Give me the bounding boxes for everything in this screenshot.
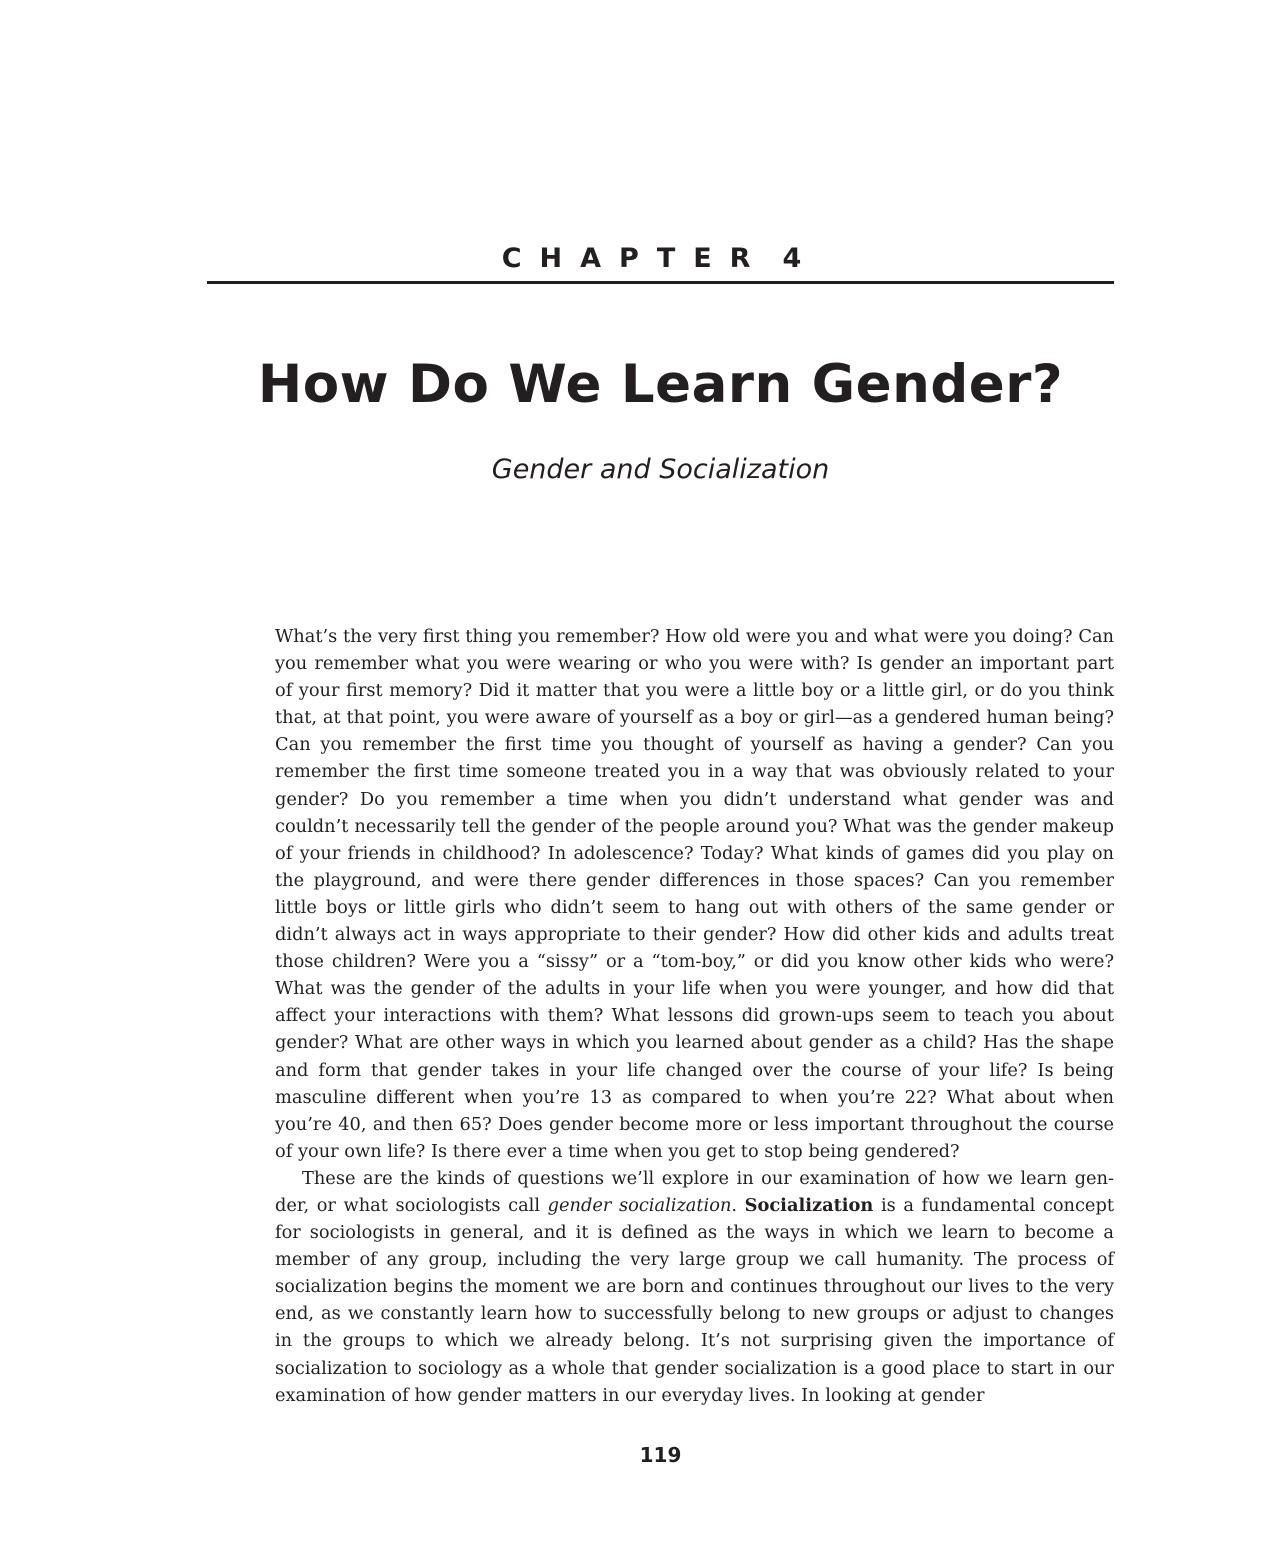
paragraph-2-mid: . xyxy=(731,1194,745,1216)
chapter-word: CHAPTER xyxy=(501,243,769,274)
paragraph-2-end: is a fundamental concept for sociologists in general, and it is defined as the ways in which we learn to become a member of any group, including the very large group we call humanity. The process of socialization begins the moment we are born and continues throughout our lives to the very end, as we constantly learn how to successfully belong to new groups or adjust to changes in the groups to which we already belong. It’s not surprising given the importance of socialization to sociology as a whole that gender socialization is a good place to start in our examination of how gender matters in our everyday lives. In looking at gender xyxy=(275,1194,1114,1406)
paragraph-2 xyxy=(275,1165,1114,1409)
chapter-rule xyxy=(207,281,1114,284)
paragraph-2-start: These are the kinds of questions we’ll explore in our examination of how we learn gen-der, or what sociologists call xyxy=(275,1167,1114,1216)
paragraph-1: What’s the very first thing you remember? How old were you and what were you doing? Can you remember what you were wearing or who you were with? Is gender an important part of your first memory? Did it matter that you were a little boy or a little girl, or do you think that, at that point, you were aware of yourself as a boy or girl—as a gendered human being? Can you remember the first time you thought of yourself as having a gender? Can you remember the first time someone treated you in a way that was obviously related to your gender? Do you remember a time when you didn’t understand what gender was and couldn’t necessarily tell the gender of the people around you? What was the gender makeup of your friends in childhood? In adolescence? Today? What kinds of games did you play on the playground, and were there gender differences in those spaces? Can you remember little boys or little girls who didn’t seem to hang out with others of the same gender or didn’t always act in ways appropriate to their gender? How did other kids and adults treat those children? Were you a “sissy” or a “tom-boy,” or did you know other kids who were? What was the gender of the adults in your life when you were younger, and how did that affect your interactions with them? What lessons did grown-ups seem to teach you about gender? What are other ways in which you learned about gender as a child? Has the shape and form that gender takes in your life changed over the course of your life? Is being masculine different when you’re 13 as compared to when you’re 22? What about when you’re 40, and then 65? Does gender become more or less important throughout the course of your own life? Is there ever a time when you get to stop being gendered? xyxy=(275,626,1114,1162)
term-socialization: Socialization xyxy=(744,1194,874,1216)
page-number: 119 xyxy=(639,1443,682,1467)
chapter-subtitle: Gender and Socialization xyxy=(491,454,830,485)
term-gender-socialization: gender socialization xyxy=(547,1194,732,1216)
body-text xyxy=(275,623,1114,1409)
chapter-title: How Do We Learn Gender? xyxy=(257,354,1064,415)
chapter-number: 4 xyxy=(782,243,820,274)
chapter-label xyxy=(207,242,1114,276)
